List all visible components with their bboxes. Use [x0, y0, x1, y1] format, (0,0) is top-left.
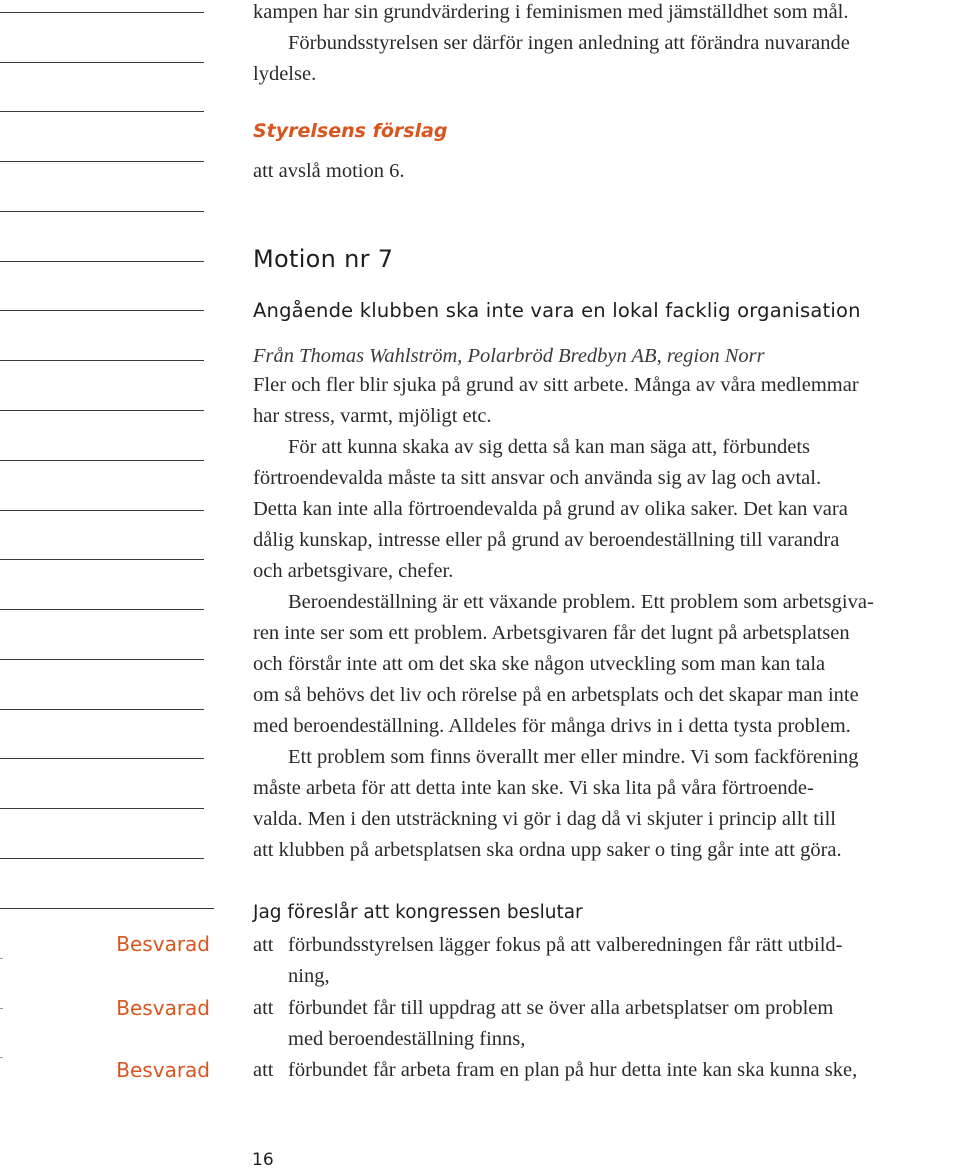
- margin-rule: [0, 111, 204, 112]
- margin-rule: [0, 659, 204, 660]
- text-line: har stress, varmt, mjöligt etc.: [253, 405, 492, 427]
- motion-subtitle: Angående klubben ska inte vara en lokal facklig organisation: [253, 299, 861, 322]
- att-keyword: att: [253, 934, 274, 956]
- text-line: valda. Men i den utsträckning vi gör i dag då vi skjuter i princip allt till: [253, 808, 836, 830]
- text-line: med beroendeställning. Alldeles för många drivs in i detta tysta problem.: [253, 715, 851, 737]
- margin-rule: [0, 360, 204, 361]
- text-line: Förbundsstyrelsen ser därför ingen anledning att förändra nuvarande: [288, 32, 850, 54]
- text-line: och förstår inte att om det ska ske någon utveckling som man kan tala: [253, 653, 826, 675]
- status-label: Besvarad: [116, 932, 210, 956]
- text-line: Fler och fler blir sjuka på grund av sitt arbete. Många av våra medlemmar: [253, 374, 859, 396]
- paragraph: [253, 432, 957, 587]
- text-line: och arbetsgivare, chefer.: [253, 560, 454, 582]
- att-keyword: att: [253, 160, 274, 182]
- status-label: Besvarad: [116, 1058, 210, 1082]
- text-line: lydelse.: [253, 63, 317, 85]
- text-line: ning,: [288, 965, 330, 987]
- margin-rule: [0, 709, 204, 710]
- margin-tick: [0, 1057, 3, 1058]
- text-line: med beroendeställning finns,: [288, 1028, 526, 1050]
- margin-rule: [0, 460, 204, 461]
- text-line: Detta kan inte alla förtroendevalda på grund av olika saker. Det kan vara: [253, 498, 848, 520]
- margin-rule: [0, 261, 204, 262]
- paragraph: [253, 370, 957, 432]
- margin-rule: [0, 559, 204, 560]
- margin-rule: [0, 310, 204, 311]
- text-line: förtroendevalda måste ta sitt ansvar och använda sig av lag och avtal.: [253, 467, 822, 489]
- proposal-text: [288, 930, 960, 992]
- motion-title: Motion nr 7: [253, 245, 394, 273]
- text-line: förbundsstyrelsen lägger fokus på att valberedningen får rätt utbild-: [288, 934, 843, 956]
- text-line: förbundet får arbeta fram en plan på hur detta inte kan ska kunna ske,: [288, 1059, 858, 1081]
- proposal-heading: Jag föreslår att kongressen beslutar: [253, 902, 583, 923]
- text-line: Beroendeställning är ett växande problem. Ett problem som arbetsgiva-: [288, 591, 874, 613]
- margin-rule: [0, 161, 204, 162]
- margin-rule: [0, 211, 204, 212]
- margin-tick: [0, 958, 3, 959]
- text-line: ren inte ser som ett problem. Arbetsgivaren får det lugnt på arbetsplatsen: [253, 622, 850, 644]
- margin-rule: [0, 908, 214, 909]
- text-line: förbundet får till uppdrag att se över alla arbetsplatser om problem: [288, 997, 834, 1019]
- margin-rule: [0, 858, 204, 859]
- text-line: dålig kunskap, intresse eller på grund av beroendeställning till varandra: [253, 529, 840, 551]
- status-label: Besvarad: [116, 996, 210, 1020]
- margin-rule: [0, 758, 204, 759]
- text-line: måste arbeta för att detta inte kan ske. Vi ska lita på våra förtroende-: [253, 777, 814, 799]
- margin-rule: [0, 62, 204, 63]
- paragraph: [253, 742, 957, 866]
- att-keyword: att: [253, 997, 274, 1019]
- text-line: kampen har sin grundvärdering i feminismen med jämställdhet som mål.: [253, 1, 849, 23]
- margin-rule: [0, 808, 204, 809]
- margin-rule: [0, 510, 204, 511]
- proposal-item: [253, 1055, 957, 1086]
- board-proposal-heading: Styrelsens förslag: [253, 120, 448, 142]
- att-keyword: att: [253, 1059, 274, 1081]
- proposal-item: [253, 993, 957, 1055]
- proposal-item: [253, 930, 957, 992]
- text-line: För att kunna skaka av sig detta så kan man säga att, förbundets: [288, 436, 811, 458]
- proposal-text: [288, 993, 960, 1055]
- board-proposal-text: avslå motion 6.: [278, 160, 405, 182]
- paragraph: [253, 587, 957, 742]
- motion-author: Från Thomas Wahlström, Polarbröd Bredbyn AB, region Norr: [253, 345, 765, 367]
- proposal-text: [288, 1055, 960, 1086]
- continued-paragraph: [253, 0, 957, 90]
- text-line: att klubben på arbetsplatsen ska ordna upp saker o ting går inte att göra.: [253, 839, 842, 861]
- margin-tick: [0, 1008, 3, 1009]
- text-line: om så behövs det liv och rörelse på en arbetsplats och det skapar man inte: [253, 684, 859, 706]
- margin-rule: [0, 609, 204, 610]
- text-line: Ett problem som finns överallt mer eller mindre. Vi som fackförening: [288, 746, 859, 768]
- margin-rule: [0, 12, 204, 13]
- motion-body: [253, 370, 957, 866]
- margin-rule: [0, 410, 204, 411]
- board-proposal-line: [253, 156, 957, 187]
- page-number: 16: [252, 1150, 274, 1170]
